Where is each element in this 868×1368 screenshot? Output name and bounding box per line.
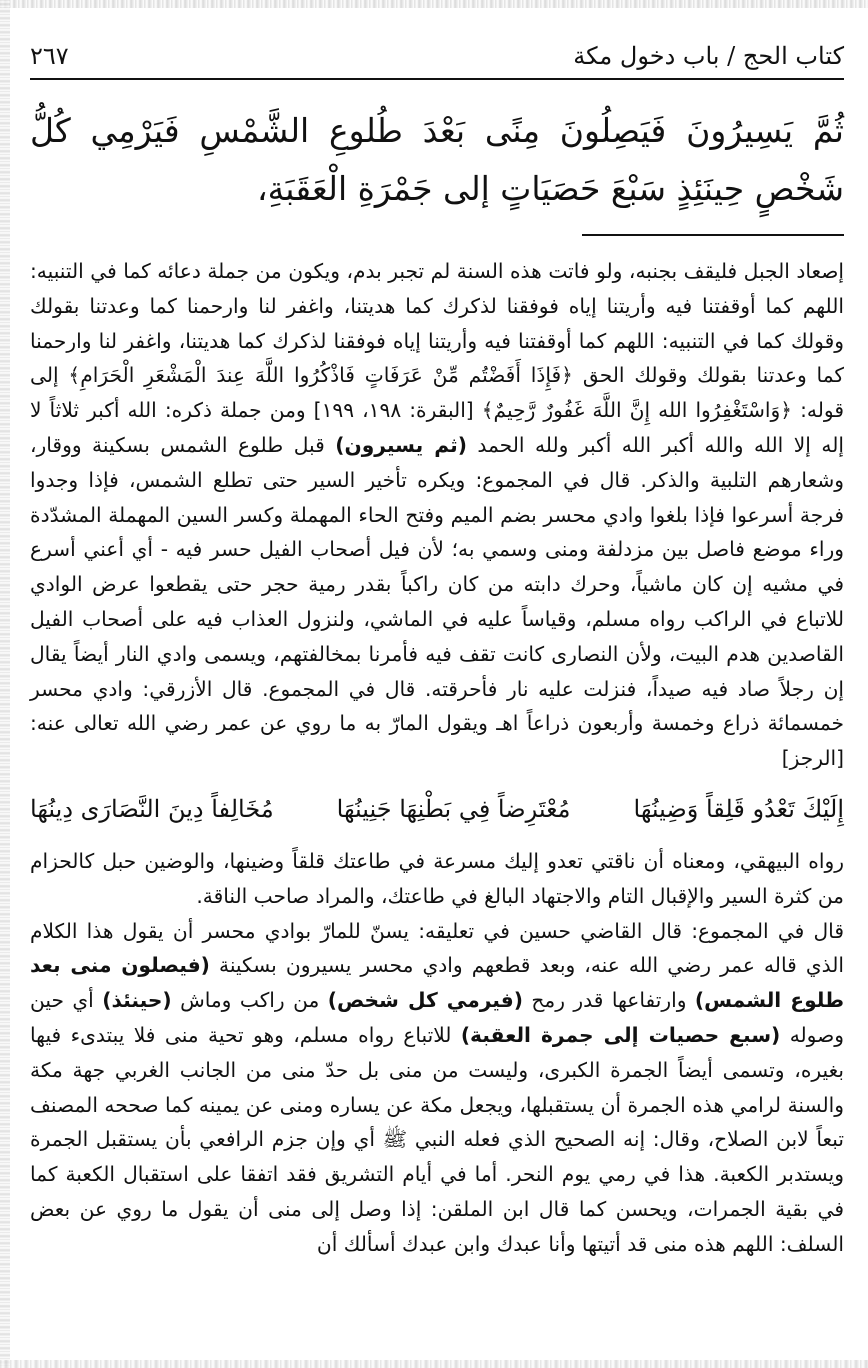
commentary-text: وارتفاعها قدر رمح: [522, 988, 695, 1013]
commentary-text: من راكب وماش: [171, 988, 328, 1013]
poem-hemistich: مُعْتَرِضاً فِي بَطْنِهَا جَنِينُهَا: [336, 794, 571, 823]
page-number: ٢٦٧: [30, 42, 69, 70]
commentary-paragraph-1: [30, 254, 844, 776]
page-header: [30, 38, 844, 80]
quoted-matn: (ثم يسيرون): [335, 432, 467, 457]
poem-hemistich: مُخَالِفاً دِينَ النَّصَارَى دِينُهَا: [30, 794, 274, 823]
quoted-matn: (فيرمي كل شخص): [327, 988, 523, 1013]
main-text: ثُمَّ يَسِيرُونَ فَيَصِلُونَ مِنًى بَعْدَ طُلوعِ الشَّمْسِ فَيَرْمِي كُلُّ شَخْصٍ حِينَئِذٍ سَبْعَ حَصَيَاتٍ إلى جَمْرَةِ الْعَقَبَةِ،: [30, 111, 844, 208]
poem-verse: [30, 784, 844, 834]
book-page: [30, 38, 844, 1262]
commentary-paragraph-3: [30, 914, 844, 1262]
quoted-matn: (سبع حصيات إلى جمرة العقبة): [460, 1022, 781, 1047]
commentary-text: أي حين وصوله: [30, 988, 845, 1047]
poem-hemistich: إِلَيْكَ تَعْدُو قَلِقاً وَضِينُهَا: [633, 794, 844, 823]
page-edge-bottom: [0, 1360, 868, 1368]
page-edge-top: [0, 0, 868, 8]
commentary-text: للاتباع رواه مسلم، وهو تحية منى فلا يبتدىء فيها بغيره، وتسمى أيضاً الجمرة الكبرى، وليست من منى بل حدّ منى من الجانب الغربي جهة مكة والسنة لرامي هذه الجمرة أن يستقبلها، ويجعل مكة عن يساره ومنى عن يمينه كما صححه المصنف تبعاً لابن الصلاح، وقال: إنه الصحيح الذي فعله النبي ﷺ أي وإن جزم الرافعي بأن يستقبل الجمرة ويستدبر الكعبة. هذا في رمي يوم النحر. أما في أيام التشريق فقد اتفقا على استقبال الكعبة كما في بقية الجمرات، ويحسن كما قال ابن الملقن: إذا وصل إلى منى أن يقول ما روي عن بعض السلف: اللهم هذه منى قد أتيتها وأنا عبدك وابن عبدك أسألك أن: [30, 1022, 844, 1256]
commentary-paragraph-2: رواه البيهقي، ومعناه أن ناقتي تعدو إليك مسرعة في طاعتك قلقاً وضينها، والوضين حبل كالحزام من كثرة السير والإقبال التام والاجتهاد البالغ في طاعتك، والمراد صاحب الناقة.: [30, 848, 844, 908]
commentary-text: إصعاد الجبل فليقف بجنبه، ولو فاتت هذه السنة لم تجبر بدم، ويكون من جملة دعائه كما في التنبيه: اللهم كما أوقفتنا فيه وأريتنا إياه فوفقنا لذكرك كما هديتنا، واغفر لنا وارحمنا كما وعدتنا بقولك وقولك كما في التنبيه: اللهم كما أوقفتنا فيه وأريتنا إياه فوفقنا لذكرك كما هديتنا، واغفر لنا وارحمنا كما وعدتنا بقولك وقولك الحق ﴿فَإِذَا أَفَضْتُم مِّنْ عَرَفَاتٍ فَاذْكُرُوا اللَّهَ عِندَ الْمَشْعَرِ الْحَرَامِ﴾ إلى قوله: ﴿وَاسْتَغْفِرُوا الله إِنَّ اللَّهَ غَفُورٌ رَّحِيمٌ﴾ [البقرة: ١٩٨، ١٩٩] ومن جملة ذكره: الله أكبر ثلاثاً لا إله إلا الله والله أكبر الله أكبر ولله الحمد: [30, 259, 844, 457]
quoted-matn: (حينئذ): [102, 988, 172, 1013]
footnote-divider: [582, 234, 844, 236]
running-title: كتاب الحج / باب دخول مكة: [573, 42, 844, 70]
page-edge-left: [0, 0, 10, 1368]
commentary-text: قال في المجموع: قال القاضي حسين في تعليقه: يسنّ للمارّ بوادي محسر أن يقول هذا الكلام الذي قاله عمر رضي الله عنه، وبعد قطعهم وادي محسر يسيرون بسكينة: [30, 918, 845, 978]
commentary-text: قبل طلوع الشمس بسكينة ووقار، وشعارهم التلبية والذكر. قال في المجموع: ويكره تأخير السير حتى تطلع الشمس، فإذا وجدوا فرجة أسرعوا فإذا بلغوا وادي محسر بضم الميم وفتح الحاء المهملة وكسر السين المهملة المشدّدة وراء موضع فاصل بين مزدلفة ومنى وسمي به؛ لأن فيل أصحاب الفيل حسر فيه - أي أعني أسرع في مشيه إن كان ماشياً، وحرك دابته من كان راكباً بقدر رمية حجر حتى يقطعوا عرض الوادي للاتباع في الراكب رواه مسلم، وقياساً عليه في الماشي، ولنزول العذاب فيه على أصحاب الفيل القاصدين هدم البيت، ولأن النصارى كانت تقف فيه فأمرنا بمخالفتهم، ويسمى وادي النار أيضاً يقال إن رجلاً صاد فيه صيداً، فنزلت عليه نار فأحرقته. قال في المجموع. قال الأزرقي: وادي محسر خمسمائة ذراع وخمسة وأربعون ذراعاً اهـ ويقول المارّ به ما روي عن عمر رضي الله تعالى عنه: [الرجز]: [30, 432, 844, 771]
commentary: [30, 254, 844, 1262]
quoted-matn: (فيصلون منى بعد طلوع الشمس): [30, 953, 844, 1013]
